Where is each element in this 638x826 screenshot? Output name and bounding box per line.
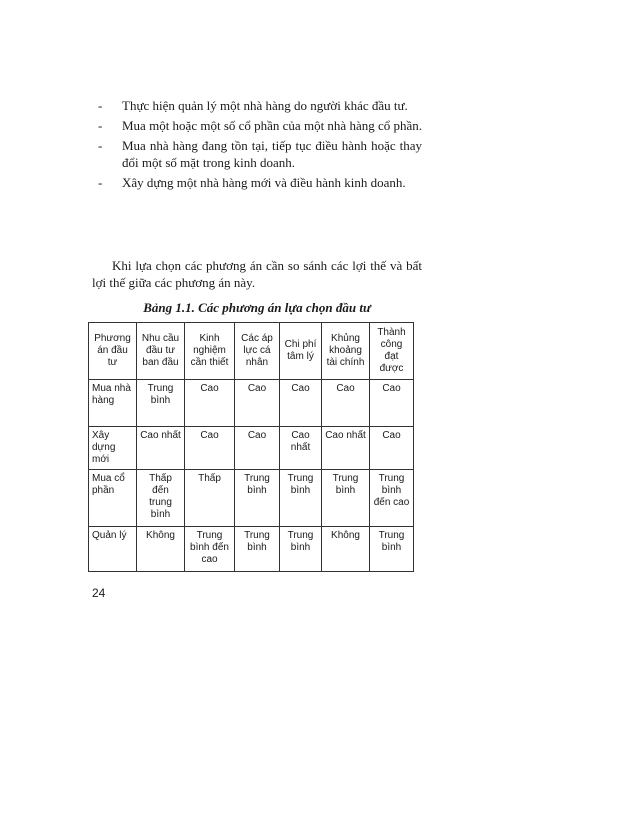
table-cell: Mua cổ phần bbox=[89, 470, 137, 527]
bullet-item bbox=[92, 117, 422, 134]
table-row bbox=[89, 427, 414, 470]
table-cell: Trung bình đến cao bbox=[370, 470, 414, 527]
bullet-marker: - bbox=[98, 138, 103, 153]
table-cell: Cao nhất bbox=[137, 427, 185, 470]
header-experience: Kinh nghiệm cần thiết bbox=[185, 323, 235, 380]
table-cell: Cao bbox=[235, 380, 280, 427]
table-cell: Cao bbox=[370, 427, 414, 470]
bullet-marker: - bbox=[98, 175, 103, 190]
bullet-text: Xây dựng một nhà hàng mới và điều hành kinh doanh. bbox=[122, 175, 406, 190]
table-cell: Trung bình bbox=[280, 470, 322, 527]
bullet-text: Mua nhà hàng đang tồn tại, tiếp tục điều hành hoặc thay đổi một số mặt trong kinh doanh. bbox=[122, 138, 422, 170]
bullet-marker: - bbox=[98, 98, 103, 113]
table-cell: Trung bình bbox=[137, 380, 185, 427]
table-cell: Trung bình bbox=[235, 470, 280, 527]
table-cell: Trung bình bbox=[280, 527, 322, 572]
table-header-row bbox=[89, 323, 414, 380]
body-paragraph: Khi lựa chọn các phương án cần so sánh các lợi thế và bất lợi thế giữa các phương án này. bbox=[92, 258, 422, 290]
table-cell: Cao nhất bbox=[322, 427, 370, 470]
table-cell: Trung bình bbox=[322, 470, 370, 527]
bullet-item bbox=[92, 97, 422, 114]
table-cell: Không bbox=[137, 527, 185, 572]
bullet-item bbox=[92, 174, 422, 191]
investment-options-table bbox=[88, 322, 414, 572]
header-psychological-cost: Chi phí tâm lý bbox=[280, 323, 322, 380]
table-cell: Cao bbox=[370, 380, 414, 427]
table-cell: Xây dựng mới bbox=[89, 427, 137, 470]
table-cell: Cao nhất bbox=[280, 427, 322, 470]
table-cell: Cao bbox=[185, 380, 235, 427]
table-cell: Cao bbox=[235, 427, 280, 470]
table-cell: Cao bbox=[322, 380, 370, 427]
table-row bbox=[89, 470, 414, 527]
header-investment-option: Phương án đầu tư bbox=[89, 323, 137, 380]
table-row bbox=[89, 527, 414, 572]
table-cell: Thấp bbox=[185, 470, 235, 527]
table-cell: Quản lý bbox=[89, 527, 137, 572]
header-success: Thành công đạt được bbox=[370, 323, 414, 380]
table-row bbox=[89, 380, 414, 427]
bullet-item bbox=[92, 137, 422, 171]
table-cell: Cao bbox=[185, 427, 235, 470]
bullet-marker: - bbox=[98, 118, 103, 133]
table-cell: Trung bình bbox=[370, 527, 414, 572]
bullet-list bbox=[92, 97, 422, 194]
header-financial-crisis: Khủng khoảng tài chính bbox=[322, 323, 370, 380]
page-number: 24 bbox=[92, 586, 106, 600]
table-cell: Trung bình đến cao bbox=[185, 527, 235, 572]
table-cell: Thấp đến trung bình bbox=[137, 470, 185, 527]
table-cell: Cao bbox=[280, 380, 322, 427]
table-cell: Không bbox=[322, 527, 370, 572]
table-cell: Trung bình bbox=[235, 527, 280, 572]
header-personal-pressure: Các áp lực cá nhân bbox=[235, 323, 280, 380]
bullet-text: Thực hiện quản lý một nhà hàng do người khác đầu tư. bbox=[122, 98, 408, 113]
table-caption: Bảng 1.1. Các phương án lựa chọn đầu tư bbox=[143, 300, 371, 315]
bullet-text: Mua một hoặc một số cổ phần của một nhà hàng cổ phần. bbox=[122, 118, 423, 133]
header-initial-investment: Nhu cầu đầu tư ban đầu bbox=[137, 323, 185, 380]
table-cell: Mua nhà hàng bbox=[89, 380, 137, 427]
